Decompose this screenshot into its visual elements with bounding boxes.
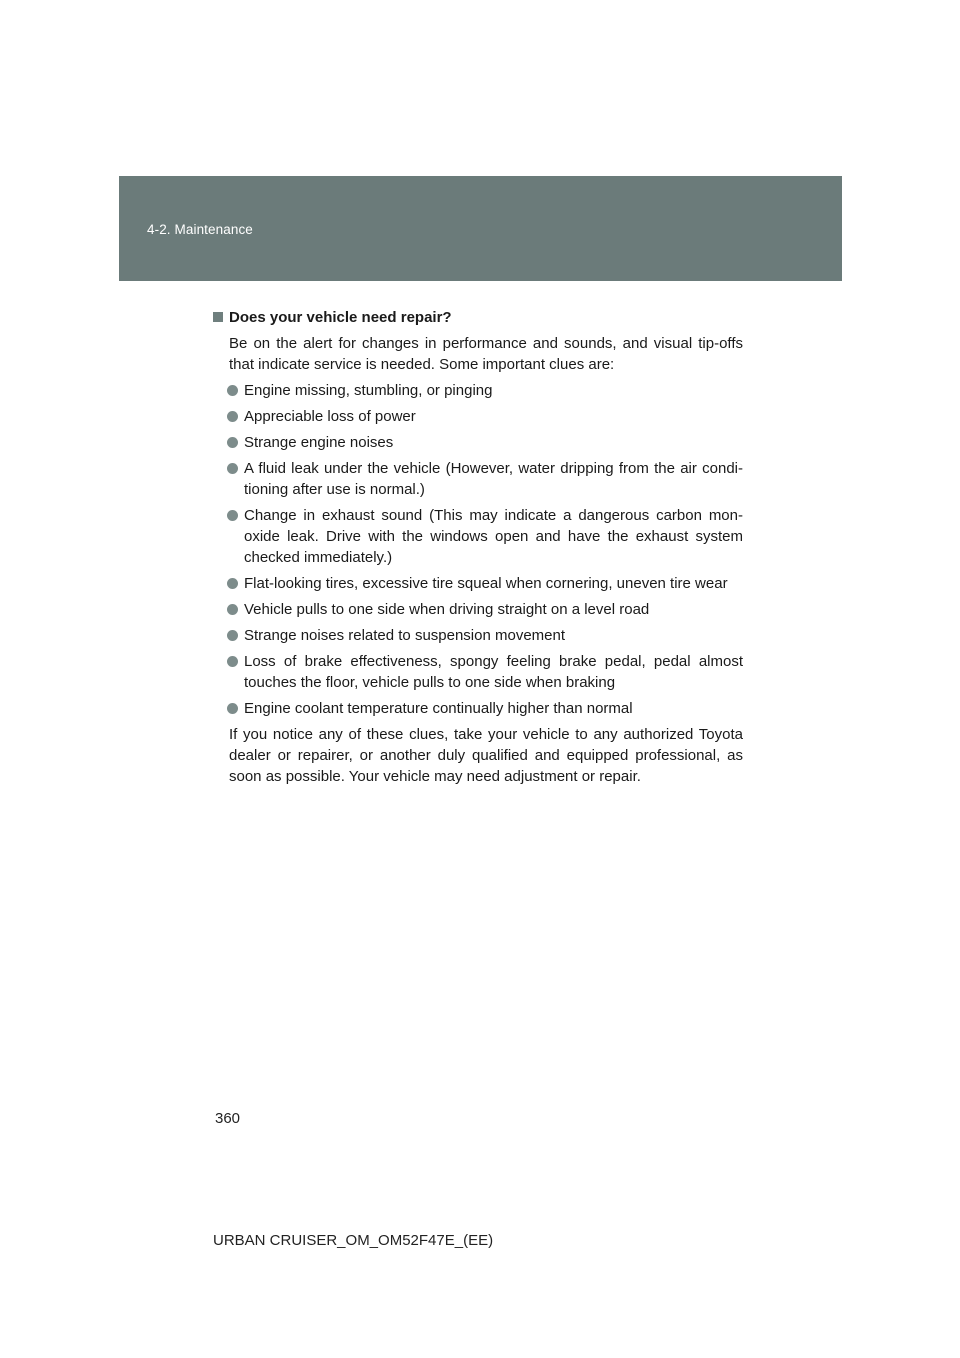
list-item: A fluid leak under the vehicle (However, water dripping from the air condi-tioning after use is normal.) bbox=[213, 458, 743, 500]
list-item: Engine coolant temperature continually higher than normal bbox=[213, 698, 743, 719]
round-bullet-icon bbox=[227, 437, 238, 448]
round-bullet-icon bbox=[227, 510, 238, 521]
section-header-band bbox=[119, 176, 842, 281]
list-item: Appreciable loss of power bbox=[213, 406, 743, 427]
round-bullet-icon bbox=[227, 578, 238, 589]
document-code: URBAN CRUISER_OM_OM52F47E_(EE) bbox=[213, 1232, 494, 1249]
list-item: Vehicle pulls to one side when driving straight on a level road bbox=[213, 599, 743, 620]
intro-paragraph: Be on the alert for changes in performance and sounds, and visual tip-offs that indicate service is needed. Some important clues are: bbox=[229, 335, 743, 373]
list-item: Engine missing, stumbling, or pinging bbox=[213, 380, 743, 401]
subsection-heading-text: Does your vehicle need repair? bbox=[229, 309, 452, 326]
round-bullet-icon bbox=[227, 630, 238, 641]
page-content bbox=[213, 307, 743, 792]
list-item: Change in exhaust sound (This may indicate a dangerous carbon mon-oxide leak. Drive with the windows open and have the exhaust system checked immediately.) bbox=[213, 505, 743, 568]
square-bullet-icon bbox=[213, 312, 223, 322]
closing-paragraph: If you notice any of these clues, take your vehicle to any authorized Toyota dealer or repairer, or another duly qualified and equipped professional, as soon as possible. Your vehicle may need adjustment or repair. bbox=[229, 726, 743, 785]
round-bullet-icon bbox=[227, 385, 238, 396]
round-bullet-icon bbox=[227, 411, 238, 422]
section-title: 4-2. Maintenance bbox=[147, 222, 253, 237]
page-number: 360 bbox=[215, 1110, 241, 1127]
list-item: Loss of brake effectiveness, spongy feeling brake pedal, pedal almost touches the floor, vehicle pulls to one side when braking bbox=[213, 651, 743, 693]
clue-list bbox=[213, 380, 743, 719]
list-item: Flat-looking tires, excessive tire squeal when cornering, uneven tire wear bbox=[213, 573, 743, 594]
round-bullet-icon bbox=[227, 656, 238, 667]
round-bullet-icon bbox=[227, 604, 238, 615]
list-item: Strange noises related to suspension movement bbox=[213, 625, 743, 646]
subsection-heading bbox=[213, 307, 743, 328]
round-bullet-icon bbox=[227, 703, 238, 714]
list-item: Strange engine noises bbox=[213, 432, 743, 453]
round-bullet-icon bbox=[227, 463, 238, 474]
